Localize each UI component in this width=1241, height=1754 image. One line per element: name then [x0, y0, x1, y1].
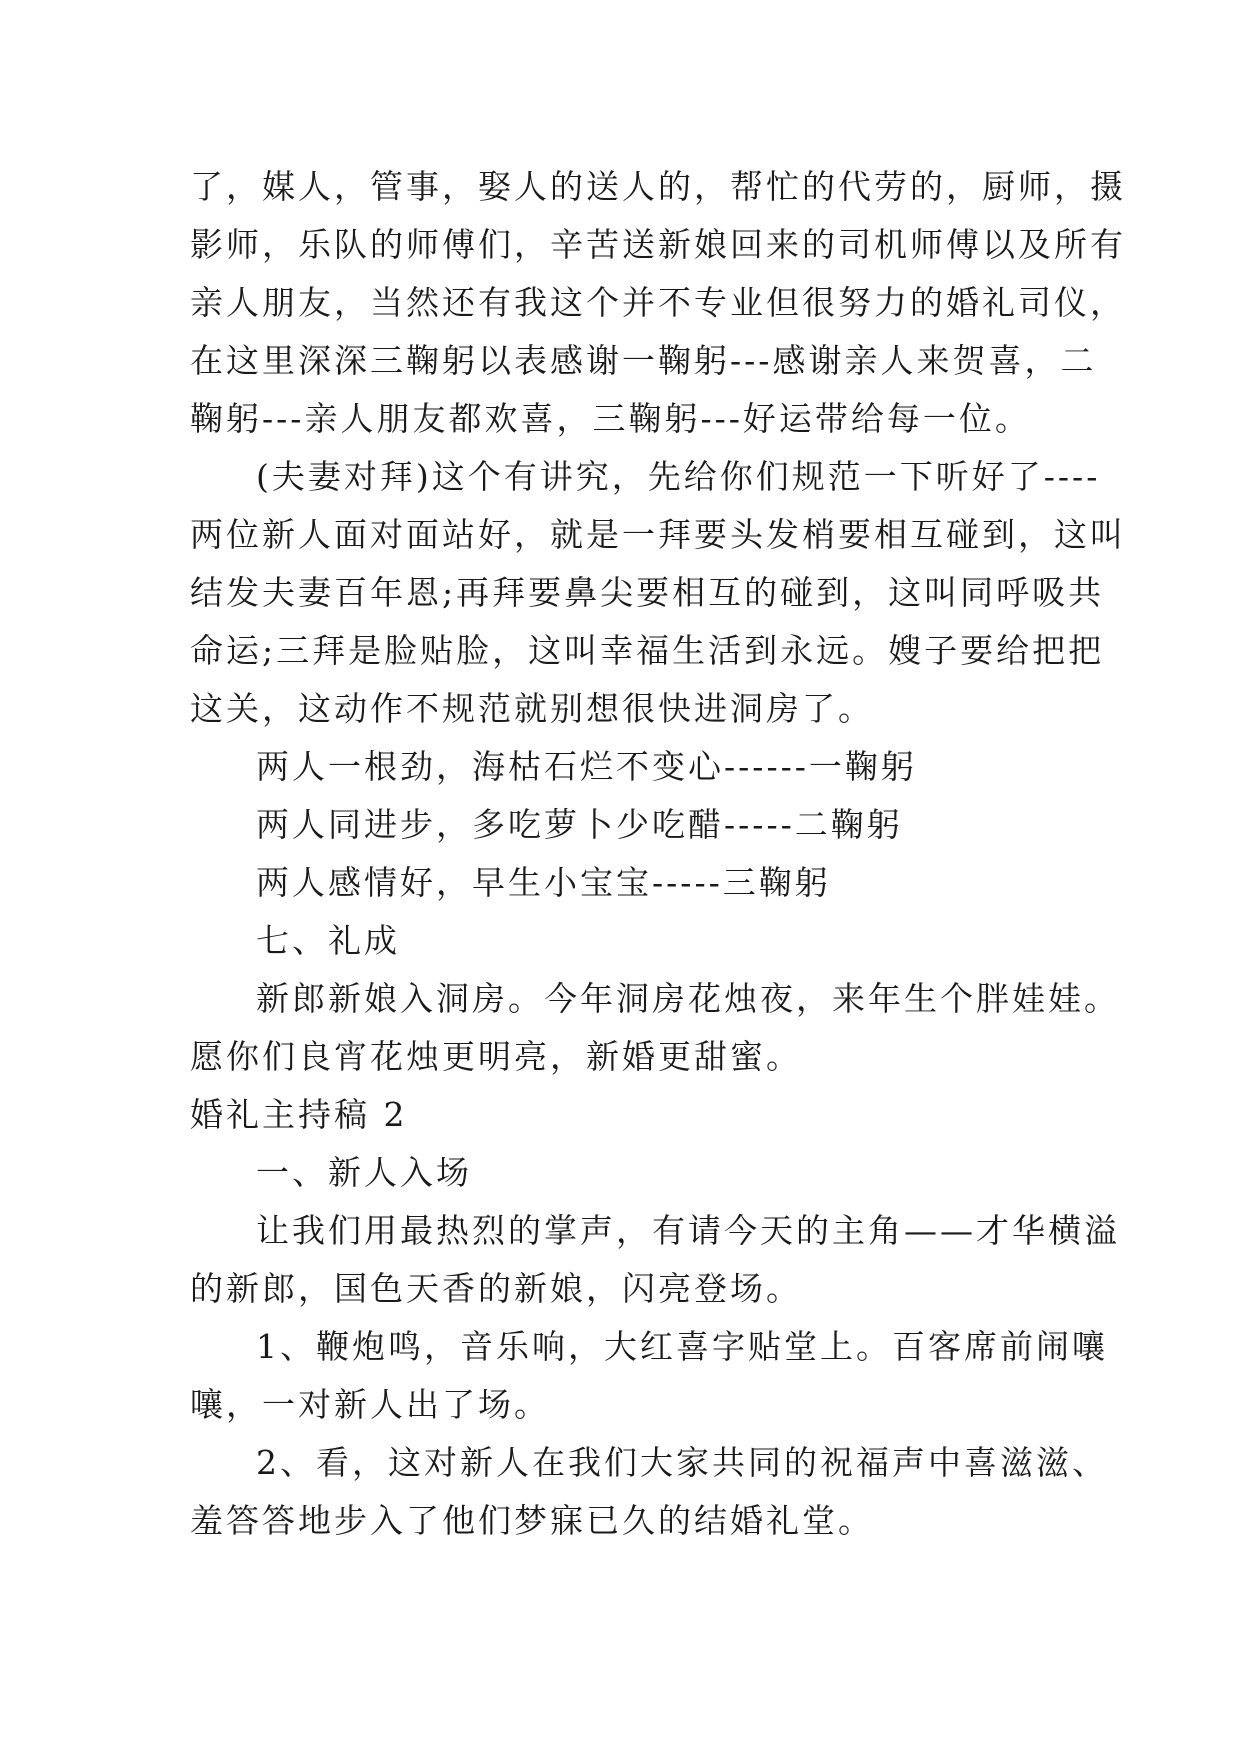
text-line: 这关，这动作不规范就别想很快进洞房了。	[190, 689, 874, 728]
section-heading: 七、礼成	[256, 921, 400, 960]
text-line: 在这里深深三鞠躬以表感谢一鞠躬---感谢亲人来贺喜，二	[190, 341, 1097, 380]
text-line: 鞠躬---亲人朋友都欢喜，三鞠躬---好运带给每一位。	[190, 399, 1031, 438]
text-line: 亲人朋友，当然还有我这个并不专业但很努力的婚礼司仪，	[190, 283, 1126, 322]
section-heading: 一、新人入场	[256, 1153, 472, 1192]
text-line: 2、看，这对新人在我们大家共同的祝福声中喜滋滋、	[256, 1443, 1108, 1482]
text-line: 的新郎，国色天香的新娘，闪亮登场。	[190, 1269, 802, 1308]
bow-line: 两人同进步，多吃萝卜少吃醋-----二鞠躬	[256, 805, 903, 844]
text-line: 羞答答地步入了他们梦寐已久的结婚礼堂。	[190, 1501, 874, 1540]
text-line: 结发夫妻百年恩;再拜要鼻尖要相互的碰到，这叫同呼吸共	[190, 573, 1105, 612]
bow-line: 两人感情好，早生小宝宝-----三鞠躬	[256, 863, 831, 902]
text-line: 两位新人面对面站好，就是一拜要头发梢要相互碰到，这叫	[190, 515, 1126, 554]
text-line: 1、鞭炮鸣，音乐响，大红喜字贴堂上。百客席前闹嚷	[256, 1327, 1108, 1366]
document-title: 婚礼主持稿 2	[190, 1095, 408, 1134]
text-line: 让我们用最热烈的掌声，有请今天的主角——才华横溢	[256, 1211, 1120, 1250]
text-line: 嚷，一对新人出了场。	[190, 1385, 550, 1424]
text-line: 愿你们良宵花烛更明亮，新婚更甜蜜。	[190, 1037, 802, 1076]
bow-line: 两人一根劲，海枯石烂不变心------一鞠躬	[256, 747, 917, 786]
text-line: (夫妻对拜)这个有讲究，先给你们规范一下听好了----	[256, 457, 1101, 496]
text-line: 了，媒人，管事，娶人的送人的，帮忙的代劳的，厨师，摄	[190, 167, 1126, 206]
text-line: 影师，乐队的师傅们，辛苦送新娘回来的司机师傅以及所有	[190, 225, 1126, 264]
body-text	[190, 158, 1126, 1550]
text-line: 命运;三拜是脸贴脸，这叫幸福生活到永远。嫂子要给把把	[190, 631, 1105, 670]
text-line: 新郎新娘入洞房。今年洞房花烛夜，来年生个胖娃娃。	[256, 979, 1120, 1018]
